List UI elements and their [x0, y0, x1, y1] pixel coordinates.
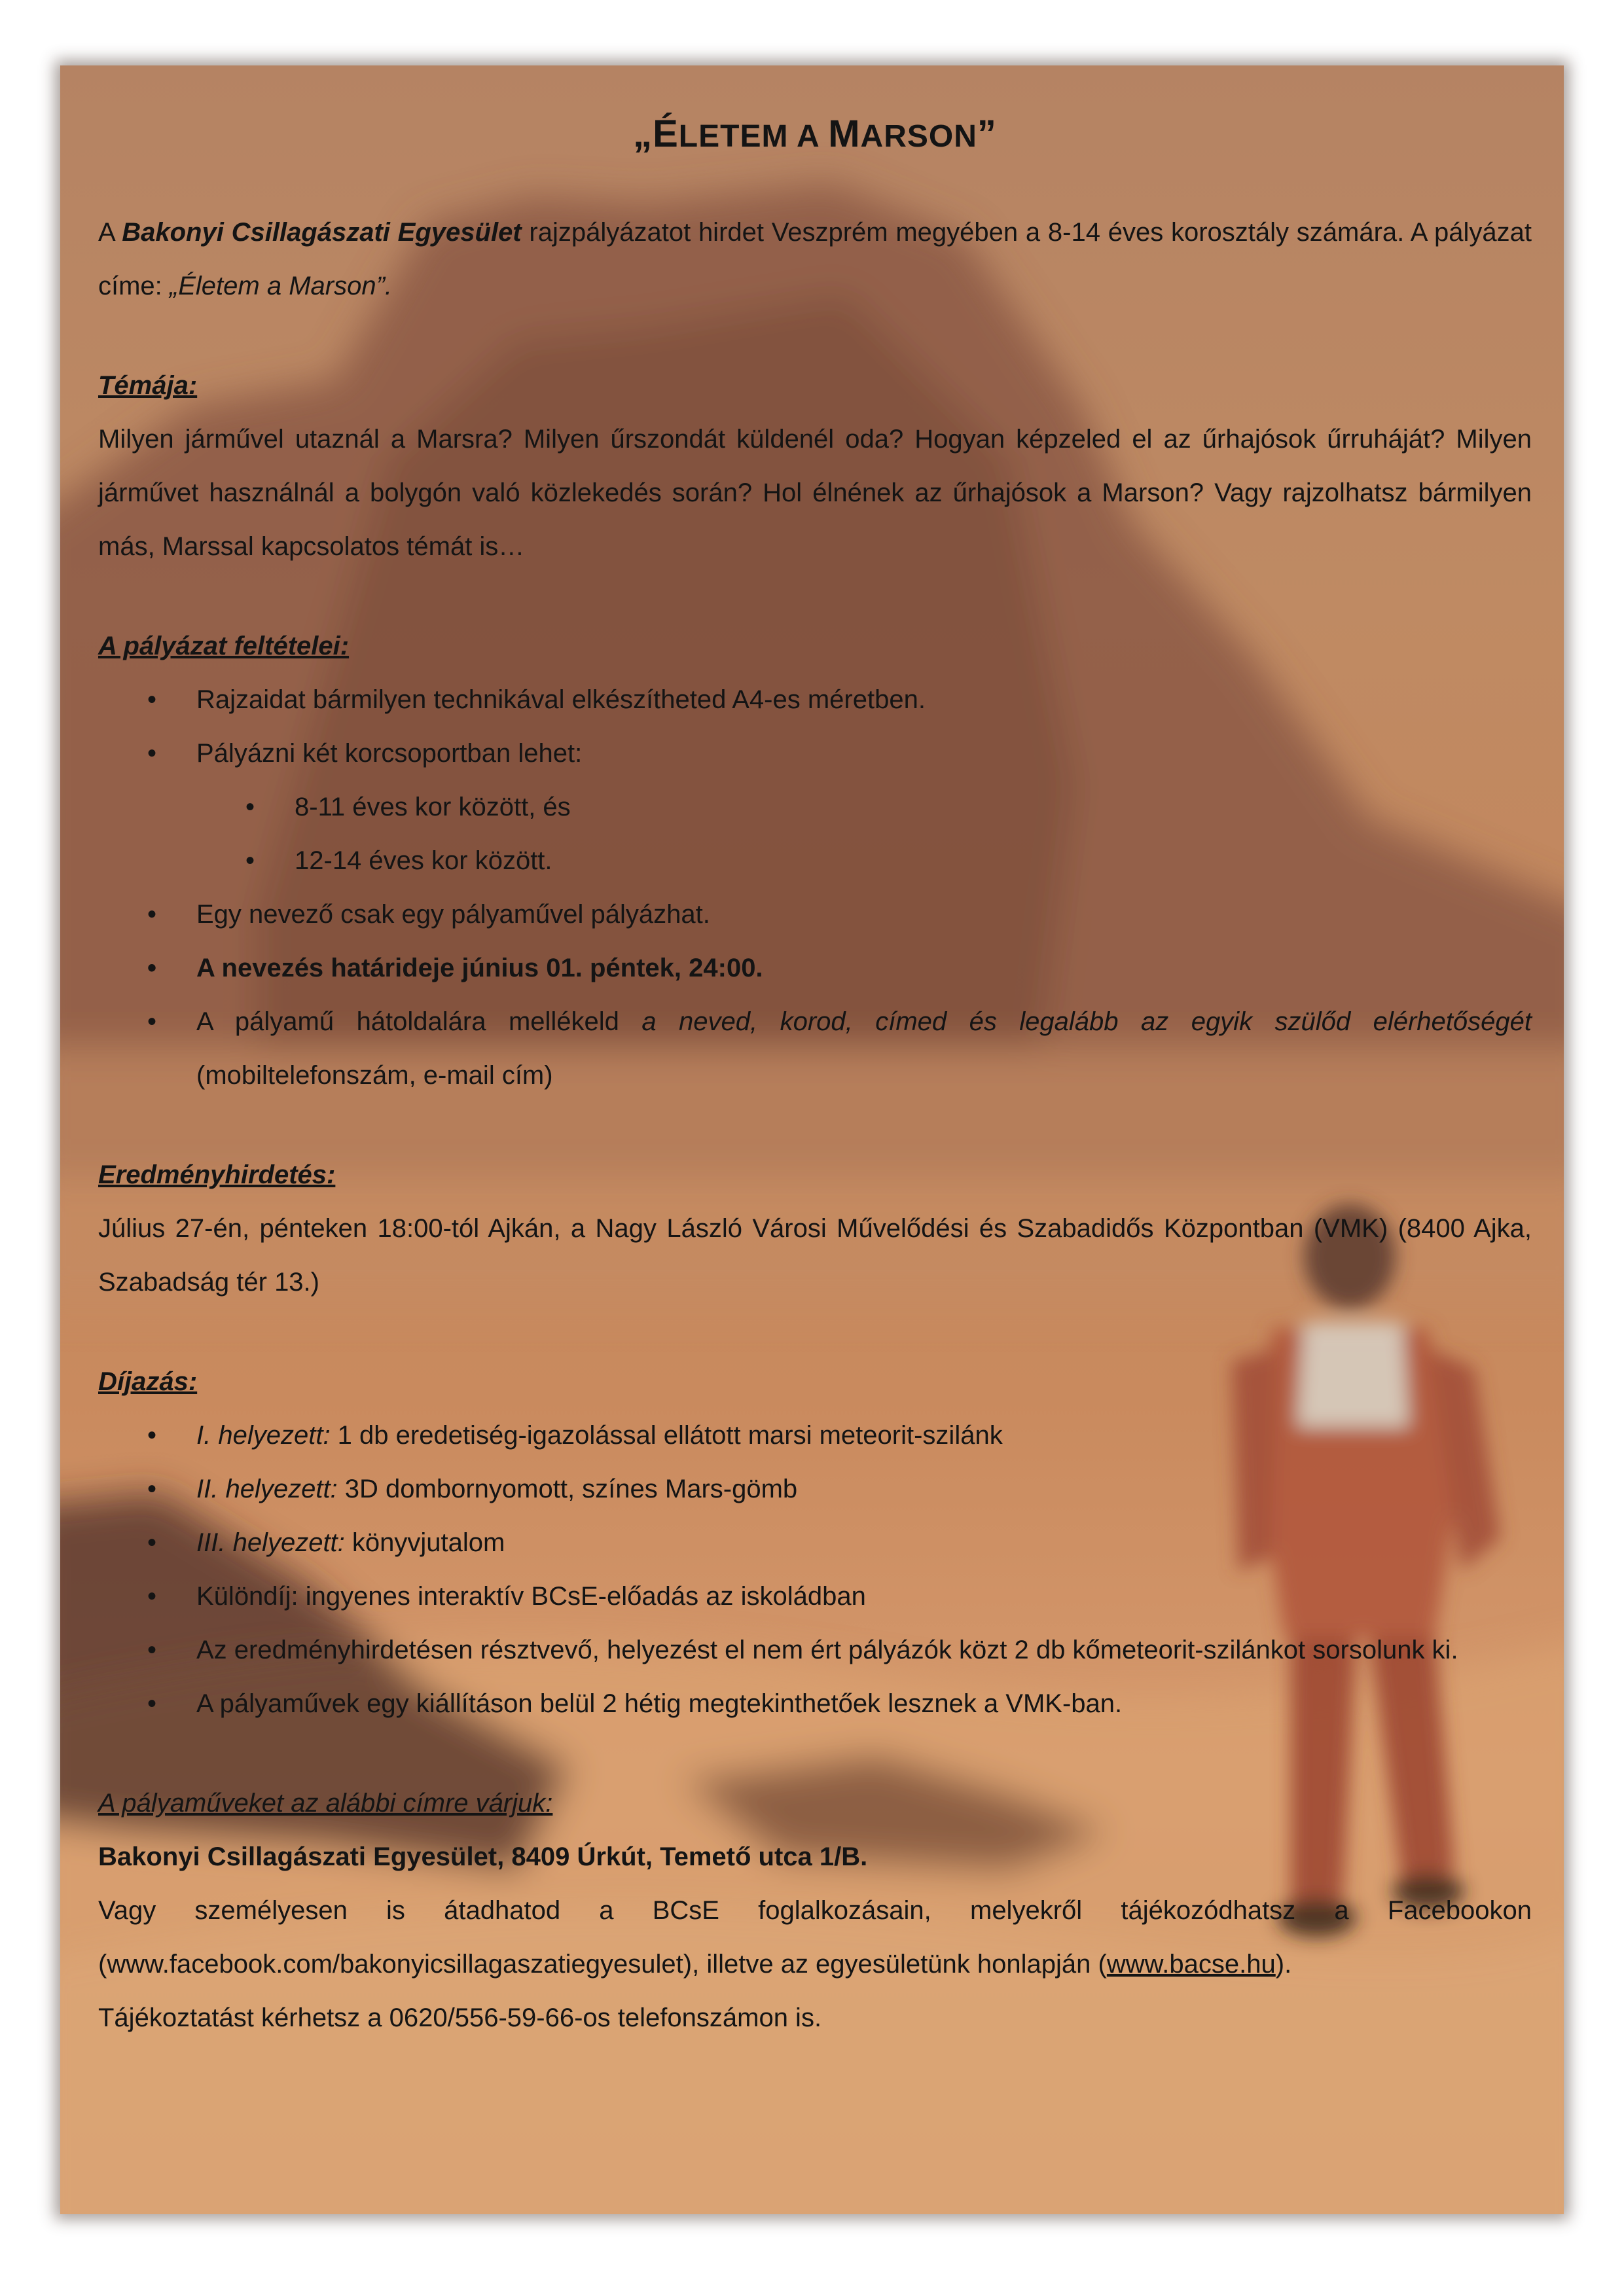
list-item: • 12-14 éves kor között.: [295, 834, 1532, 888]
conditions-list-continued: [98, 888, 1532, 1102]
list-item: • A pályaművek egy kiállításon belül 2 hétig megtekinthetőek lesznek a VMK-ban.: [196, 1677, 1532, 1731]
conditions-list: [98, 673, 1532, 780]
results-heading: Eredményhirdetés:: [98, 1160, 336, 1189]
list-item: • Egy nevező csak egy pályaművel pályázhat.: [196, 888, 1532, 941]
list-item: • Rajzaidat bármilyen technikával elkészítheted A4-es méretben.: [196, 673, 1532, 726]
theme-text: Milyen járművel utaznál a Marsra? Milyen űrszondát küldenél oda? Hogyan képzeled el az űrhajósok űrruháját? Milyen járművet használnál a bolygón való közlekedés során? Hol élnének az űrhajósok a Marson? Vagy rajzolhatsz bármilyen más, Marssal kapcsolatos témát is…: [98, 425, 1532, 561]
postal-address: Bakonyi Csillagászati Egyesület, 8409 Úrkút, Temető utca 1/B.: [98, 1842, 868, 1871]
prizes-list: [98, 1408, 1532, 1731]
list-item: • Az eredményhirdetésen résztvevő, helyezést el nem ért pályázók közt 2 db kőmeteorit-szilánkot sorsolunk ki.: [196, 1623, 1532, 1677]
conditions-heading: A pályázat feltételei:: [98, 632, 350, 660]
prizes-heading: Díjazás:: [98, 1367, 198, 1396]
page-title: „ÉLETEM A MARSON”: [633, 113, 997, 155]
website-link[interactable]: www.bacse.hu: [1106, 1950, 1276, 1979]
list-item: • II. helyezett: 3D dombornyomott, színes Mars-gömb: [196, 1462, 1532, 1516]
poster: [60, 65, 1564, 2214]
document-content: [98, 105, 1532, 2045]
theme-heading: Témája:: [98, 371, 198, 400]
results-text: Július 27-én, pénteken 18:00-tól Ajkán, a Nagy László Városi Művelődési és Szabadidős Központban (VMK) (8400 Ajka, Szabadság tér 13.): [98, 1214, 1532, 1297]
phone-text: Tájékoztatást kérhetsz a 0620/556-59-66-os telefonszámon is.: [98, 2003, 822, 2032]
list-item: • 8-11 éves kor között, és: [295, 780, 1532, 834]
contact-paragraph: Vagy személyesen is átadhatod a BCsE foglalkozásain, melyekről tájékozódhatsz a Facebookon (www.facebook.com/bakonyicsillagaszatiegyesulet), illetve az egyesületünk honlapján (www.bacse.hu).: [98, 1896, 1532, 1979]
list-item: • A pályamű hátoldalára mellékeld a neved, korod, címed és legalább az egyik szülőd elérhetőségét (mobiltelefonszám, e-mail cím): [196, 995, 1532, 1102]
address-heading: A pályaműveket az alábbi címre várjuk:: [98, 1789, 553, 1818]
organization-name: Bakonyi Csillagászati Egyesület: [122, 218, 522, 247]
list-item: • Pályázni két korcsoportban lehet:: [196, 726, 1532, 780]
list-item: • Különdíj: ingyenes interaktív BCsE-előadás az iskoládban: [196, 1570, 1532, 1623]
list-item: • I. helyezett: 1 db eredetiség-igazolással ellátott marsi meteorit-szilánk: [196, 1408, 1532, 1462]
list-item: • III. helyezett: könyvjutalom: [196, 1516, 1532, 1570]
deadline-item: • A nevezés határideje június 01. péntek, 24:00.: [196, 941, 1532, 995]
intro-paragraph: A Bakonyi Csillagászati Egyesület rajzpályázatot hirdet Veszprém megyében a 8-14 éves korosztály számára. A pályázat címe: „Életem a Marson”.: [98, 218, 1532, 300]
age-groups-list: [98, 780, 1532, 888]
